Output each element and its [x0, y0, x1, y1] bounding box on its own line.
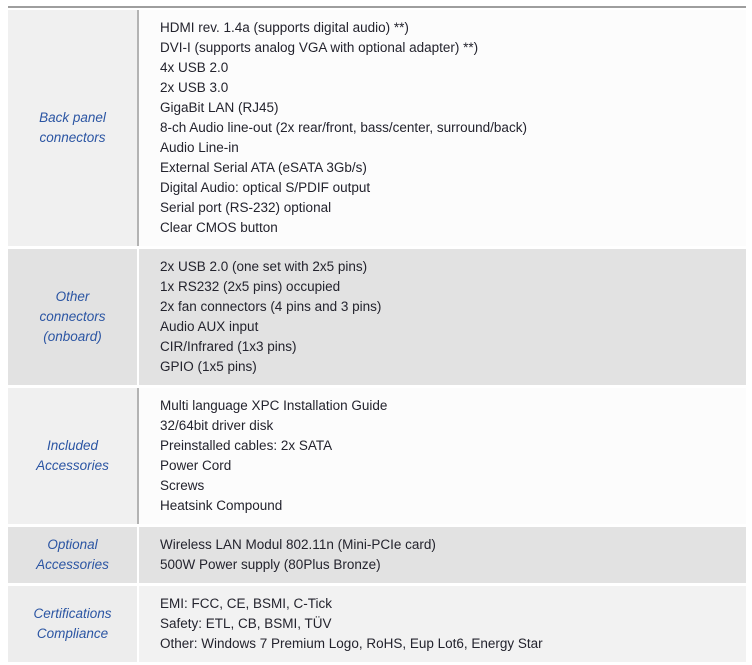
row-label: [8, 388, 137, 524]
label-line: connectors: [39, 130, 106, 145]
spec-item: Wireless LAN Modul 802.11n (Mini-PCIe card): [160, 537, 436, 552]
row-content: [139, 586, 746, 662]
label-line: Compliance: [36, 626, 109, 641]
spec-item: 2x USB 3.0: [160, 80, 229, 95]
spec-item: Heatsink Compound: [160, 498, 283, 513]
spec-item: DVI-I (supports analog VGA with optional adapter) **): [160, 40, 479, 55]
spec-item: CIR/Infrared (1x3 pins): [160, 339, 297, 354]
spec-item: Multi language XPC Installation Guide: [160, 398, 388, 413]
spec-item: Clear CMOS button: [160, 220, 278, 235]
spec-item: External Serial ATA (eSATA 3Gb/s): [160, 160, 367, 175]
spec-item: Preinstalled cables: 2x SATA: [160, 438, 333, 453]
spec-item: GPIO (1x5 pins): [160, 359, 257, 374]
row-content: [139, 10, 746, 246]
table-row: [8, 10, 746, 246]
spec-item: Serial port (RS-232) optional: [160, 200, 332, 215]
row-label: [8, 586, 137, 662]
label-line: Back panel: [39, 110, 106, 125]
spec-item: Power Cord: [160, 458, 232, 473]
table-row: [8, 586, 746, 662]
spec-item: 4x USB 2.0: [160, 60, 229, 75]
spec-item: Digital Audio: optical S/PDIF output: [160, 180, 371, 195]
row-label: [8, 527, 137, 583]
label-line: Accessories: [36, 458, 109, 473]
table-row: [8, 388, 746, 524]
label-line: Accessories: [36, 557, 109, 572]
label-line: Other: [55, 289, 90, 304]
spec-item: 2x fan connectors (4 pins and 3 pins): [160, 299, 382, 314]
label-line: (onboard): [43, 329, 102, 344]
label-line: Included: [46, 438, 99, 453]
spec-item: Audio AUX input: [160, 319, 259, 334]
spec-item: Screws: [160, 478, 205, 493]
spec-item: 32/64bit driver disk: [160, 418, 274, 433]
spec-item: HDMI rev. 1.4a (supports digital audio) **): [160, 20, 409, 35]
row-label: [8, 249, 137, 385]
spec-item: 2x USB 2.0 (one set with 2x5 pins): [160, 259, 368, 274]
row-content: [139, 527, 746, 583]
row-content: [139, 249, 746, 385]
spec-item: Other: Windows 7 Premium Logo, RoHS, Eup Lot6, Energy Star: [160, 636, 543, 651]
label-line: Certifications: [33, 606, 112, 621]
spec-item: 500W Power supply (80Plus Bronze): [160, 557, 381, 572]
spec-item: Safety: ETL, CB, BSMI, TÜV: [160, 616, 332, 631]
table-row: [8, 249, 746, 385]
table-row: [8, 527, 746, 583]
spec-item: GigaBit LAN (RJ45): [160, 100, 279, 115]
row-label: [8, 10, 137, 246]
label-line: Optional: [47, 537, 98, 552]
spec-item: 1x RS232 (2x5 pins) occupied: [160, 279, 341, 294]
label-line: connectors: [39, 309, 106, 324]
spec-item: 8-ch Audio line-out (2x rear/front, bass/center, surround/back): [160, 120, 527, 135]
spec-item: Audio Line-in: [160, 140, 239, 155]
spec-table: [8, 6, 746, 665]
spec-item: EMI: FCC, CE, BSMI, C-Tick: [160, 596, 332, 611]
row-content: [139, 388, 746, 524]
